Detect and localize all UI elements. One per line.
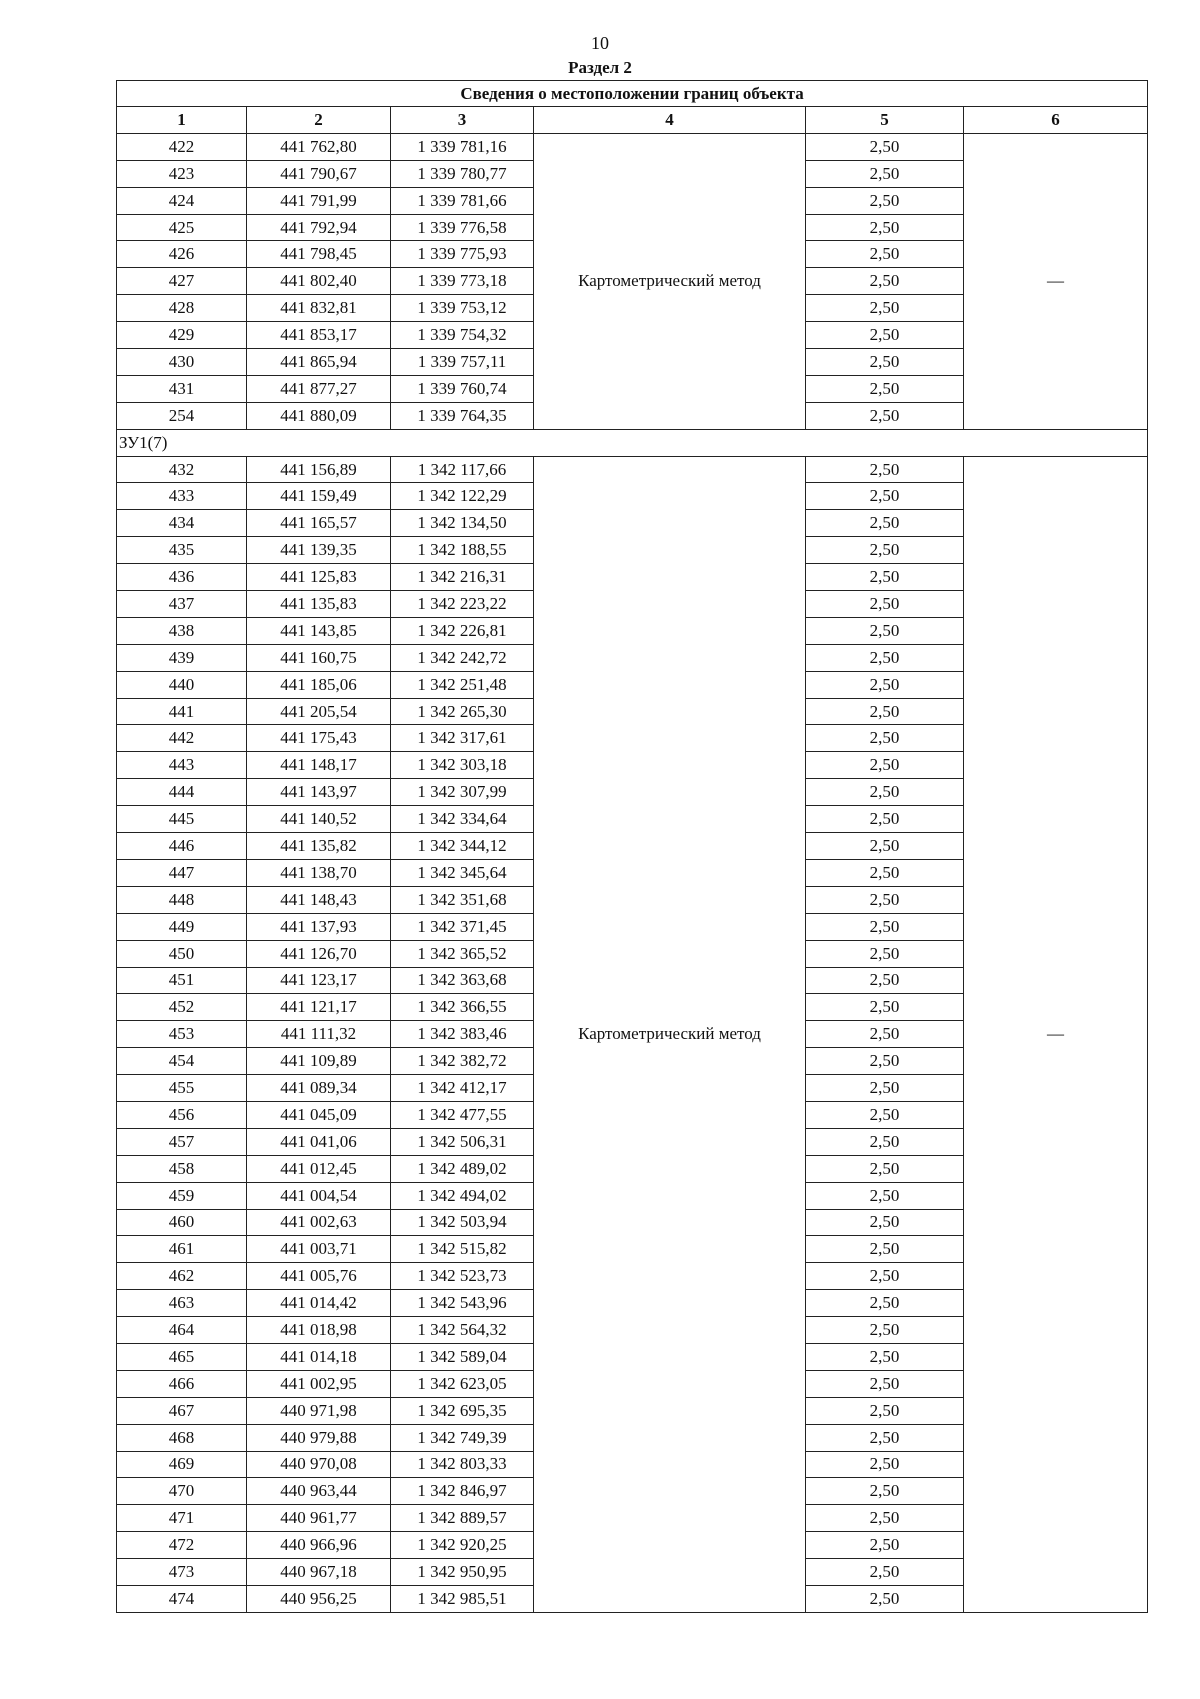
accuracy-cell: 2,50: [806, 1370, 964, 1397]
x-coordinate-cell: 440 971,98: [247, 1397, 391, 1424]
table-caption: Сведения о местоположении границ объекта: [117, 81, 1148, 107]
accuracy-cell: 2,50: [806, 1451, 964, 1478]
accuracy-cell: 2,50: [806, 994, 964, 1021]
x-coordinate-cell: 441 798,45: [247, 241, 391, 268]
point-number-cell: 425: [117, 214, 247, 241]
accuracy-cell: 2,50: [806, 859, 964, 886]
point-number-cell: 462: [117, 1263, 247, 1290]
x-coordinate-cell: 441 140,52: [247, 806, 391, 833]
column-header-2: 2: [247, 107, 391, 134]
column-6-cell: —: [964, 456, 1148, 1612]
accuracy-cell: 2,50: [806, 1478, 964, 1505]
y-coordinate-cell: 1 342 503,94: [391, 1209, 534, 1236]
accuracy-cell: 2,50: [806, 402, 964, 429]
y-coordinate-cell: 1 342 564,32: [391, 1317, 534, 1344]
point-number-cell: 440: [117, 671, 247, 698]
point-number-cell: 471: [117, 1505, 247, 1532]
x-coordinate-cell: 441 832,81: [247, 295, 391, 322]
x-coordinate-cell: 441 089,34: [247, 1075, 391, 1102]
x-coordinate-cell: 441 111,32: [247, 1021, 391, 1048]
point-number-cell: 465: [117, 1343, 247, 1370]
x-coordinate-cell: 441 018,98: [247, 1317, 391, 1344]
column-header-5: 5: [806, 107, 964, 134]
x-coordinate-cell: 441 045,09: [247, 1101, 391, 1128]
x-coordinate-cell: 441 135,82: [247, 833, 391, 860]
accuracy-cell: 2,50: [806, 1101, 964, 1128]
y-coordinate-cell: 1 339 780,77: [391, 160, 534, 187]
y-coordinate-cell: 1 342 371,45: [391, 913, 534, 940]
point-number-cell: 423: [117, 160, 247, 187]
point-number-cell: 455: [117, 1075, 247, 1102]
x-coordinate-cell: 441 012,45: [247, 1155, 391, 1182]
point-number-cell: 438: [117, 617, 247, 644]
point-number-cell: 457: [117, 1128, 247, 1155]
x-coordinate-cell: 441 791,99: [247, 187, 391, 214]
accuracy-cell: 2,50: [806, 564, 964, 591]
point-number-cell: 467: [117, 1397, 247, 1424]
accuracy-cell: 2,50: [806, 1048, 964, 1075]
accuracy-cell: 2,50: [806, 1182, 964, 1209]
accuracy-cell: 2,50: [806, 214, 964, 241]
y-coordinate-cell: 1 342 494,02: [391, 1182, 534, 1209]
column-header-1: 1: [117, 107, 247, 134]
point-number-cell: 449: [117, 913, 247, 940]
point-number-cell: 447: [117, 859, 247, 886]
point-number-cell: 424: [117, 187, 247, 214]
y-coordinate-cell: 1 342 345,64: [391, 859, 534, 886]
accuracy-cell: 2,50: [806, 1290, 964, 1317]
point-number-cell: 430: [117, 349, 247, 376]
y-coordinate-cell: 1 342 188,55: [391, 537, 534, 564]
accuracy-cell: 2,50: [806, 456, 964, 483]
accuracy-cell: 2,50: [806, 1397, 964, 1424]
accuracy-cell: 2,50: [806, 1236, 964, 1263]
point-number-cell: 458: [117, 1155, 247, 1182]
point-number-cell: 448: [117, 886, 247, 913]
accuracy-cell: 2,50: [806, 133, 964, 160]
point-number-cell: 474: [117, 1585, 247, 1612]
y-coordinate-cell: 1 342 344,12: [391, 833, 534, 860]
accuracy-cell: 2,50: [806, 698, 964, 725]
accuracy-cell: 2,50: [806, 913, 964, 940]
point-number-cell: 452: [117, 994, 247, 1021]
accuracy-cell: 2,50: [806, 1317, 964, 1344]
x-coordinate-cell: 441 865,94: [247, 349, 391, 376]
point-number-cell: 429: [117, 322, 247, 349]
accuracy-cell: 2,50: [806, 1128, 964, 1155]
x-coordinate-cell: 441 802,40: [247, 268, 391, 295]
y-coordinate-cell: 1 342 589,04: [391, 1343, 534, 1370]
y-coordinate-cell: 1 342 846,97: [391, 1478, 534, 1505]
y-coordinate-cell: 1 339 757,11: [391, 349, 534, 376]
method-cell: Картометрический метод: [534, 133, 806, 429]
x-coordinate-cell: 441 205,54: [247, 698, 391, 725]
section-title: Раздел 2: [568, 58, 632, 77]
x-coordinate-cell: 441 109,89: [247, 1048, 391, 1075]
x-coordinate-cell: 440 961,77: [247, 1505, 391, 1532]
point-number-cell: 464: [117, 1317, 247, 1344]
accuracy-cell: 2,50: [806, 1424, 964, 1451]
x-coordinate-cell: 441 148,17: [247, 752, 391, 779]
point-number-cell: 461: [117, 1236, 247, 1263]
y-coordinate-cell: 1 342 366,55: [391, 994, 534, 1021]
column-header-6: 6: [964, 107, 1148, 134]
accuracy-cell: 2,50: [806, 537, 964, 564]
point-number-cell: 472: [117, 1532, 247, 1559]
y-coordinate-cell: 1 342 412,17: [391, 1075, 534, 1102]
point-number-cell: 439: [117, 644, 247, 671]
accuracy-cell: 2,50: [806, 160, 964, 187]
point-number-cell: 454: [117, 1048, 247, 1075]
accuracy-cell: 2,50: [806, 644, 964, 671]
y-coordinate-cell: 1 342 122,29: [391, 483, 534, 510]
point-number-cell: 453: [117, 1021, 247, 1048]
point-number-cell: 437: [117, 591, 247, 618]
point-number-cell: 460: [117, 1209, 247, 1236]
x-coordinate-cell: 441 123,17: [247, 967, 391, 994]
accuracy-cell: 2,50: [806, 1559, 964, 1586]
point-number-cell: 436: [117, 564, 247, 591]
accuracy-cell: 2,50: [806, 967, 964, 994]
point-number-cell: 428: [117, 295, 247, 322]
point-number-cell: 433: [117, 483, 247, 510]
y-coordinate-cell: 1 339 773,18: [391, 268, 534, 295]
y-coordinate-cell: 1 342 382,72: [391, 1048, 534, 1075]
parcel-label-row: [117, 429, 1148, 456]
table-row: [117, 456, 1148, 483]
y-coordinate-cell: 1 342 365,52: [391, 940, 534, 967]
point-number-cell: 443: [117, 752, 247, 779]
y-coordinate-cell: 1 342 134,50: [391, 510, 534, 537]
accuracy-cell: 2,50: [806, 1263, 964, 1290]
x-coordinate-cell: 441 877,27: [247, 375, 391, 402]
y-coordinate-cell: 1 342 216,31: [391, 564, 534, 591]
accuracy-cell: 2,50: [806, 510, 964, 537]
y-coordinate-cell: 1 342 920,25: [391, 1532, 534, 1559]
x-coordinate-cell: 441 014,42: [247, 1290, 391, 1317]
x-coordinate-cell: 441 135,83: [247, 591, 391, 618]
x-coordinate-cell: 441 121,17: [247, 994, 391, 1021]
x-coordinate-cell: 441 880,09: [247, 402, 391, 429]
x-coordinate-cell: 441 790,67: [247, 160, 391, 187]
column-header-4: 4: [534, 107, 806, 134]
y-coordinate-cell: 1 342 265,30: [391, 698, 534, 725]
x-coordinate-cell: 441 185,06: [247, 671, 391, 698]
y-coordinate-cell: 1 342 985,51: [391, 1585, 534, 1612]
point-number-cell: 466: [117, 1370, 247, 1397]
y-coordinate-cell: 1 342 889,57: [391, 1505, 534, 1532]
accuracy-cell: 2,50: [806, 1155, 964, 1182]
accuracy-cell: 2,50: [806, 241, 964, 268]
accuracy-cell: 2,50: [806, 725, 964, 752]
column-header-3: 3: [391, 107, 534, 134]
x-coordinate-cell: 441 762,80: [247, 133, 391, 160]
accuracy-cell: 2,50: [806, 1532, 964, 1559]
x-coordinate-cell: 441 792,94: [247, 214, 391, 241]
x-coordinate-cell: 440 963,44: [247, 1478, 391, 1505]
accuracy-cell: 2,50: [806, 779, 964, 806]
point-number-cell: 444: [117, 779, 247, 806]
y-coordinate-cell: 1 342 543,96: [391, 1290, 534, 1317]
y-coordinate-cell: 1 342 223,22: [391, 591, 534, 618]
accuracy-cell: 2,50: [806, 1505, 964, 1532]
y-coordinate-cell: 1 339 764,35: [391, 402, 534, 429]
accuracy-cell: 2,50: [806, 1343, 964, 1370]
x-coordinate-cell: 440 979,88: [247, 1424, 391, 1451]
point-number-cell: 441: [117, 698, 247, 725]
y-coordinate-cell: 1 342 950,95: [391, 1559, 534, 1586]
point-number-cell: 469: [117, 1451, 247, 1478]
point-number-cell: 431: [117, 375, 247, 402]
accuracy-cell: 2,50: [806, 886, 964, 913]
y-coordinate-cell: 1 339 760,74: [391, 375, 534, 402]
accuracy-cell: 2,50: [806, 295, 964, 322]
x-coordinate-cell: 441 005,76: [247, 1263, 391, 1290]
y-coordinate-cell: 1 342 489,02: [391, 1155, 534, 1182]
point-number-cell: 435: [117, 537, 247, 564]
point-number-cell: 432: [117, 456, 247, 483]
x-coordinate-cell: 441 002,95: [247, 1370, 391, 1397]
point-number-cell: 468: [117, 1424, 247, 1451]
y-coordinate-cell: 1 342 506,31: [391, 1128, 534, 1155]
accuracy-cell: 2,50: [806, 322, 964, 349]
point-number-cell: 442: [117, 725, 247, 752]
method-cell: Картометрический метод: [534, 456, 806, 1612]
table-body: [117, 133, 1148, 1612]
x-coordinate-cell: 441 853,17: [247, 322, 391, 349]
parcel-label: ЗУ1(7): [117, 429, 1148, 456]
point-number-cell: 450: [117, 940, 247, 967]
accuracy-cell: 2,50: [806, 617, 964, 644]
y-coordinate-cell: 1 342 515,82: [391, 1236, 534, 1263]
accuracy-cell: 2,50: [806, 375, 964, 402]
y-coordinate-cell: 1 342 226,81: [391, 617, 534, 644]
y-coordinate-cell: 1 342 117,66: [391, 456, 534, 483]
boundary-coordinates-table: [116, 80, 1148, 1613]
y-coordinate-cell: 1 342 317,61: [391, 725, 534, 752]
x-coordinate-cell: 441 002,63: [247, 1209, 391, 1236]
accuracy-cell: 2,50: [806, 1585, 964, 1612]
x-coordinate-cell: 441 126,70: [247, 940, 391, 967]
x-coordinate-cell: 441 143,97: [247, 779, 391, 806]
accuracy-cell: 2,50: [806, 1209, 964, 1236]
x-coordinate-cell: 441 041,06: [247, 1128, 391, 1155]
point-number-cell: 427: [117, 268, 247, 295]
accuracy-cell: 2,50: [806, 591, 964, 618]
x-coordinate-cell: 440 970,08: [247, 1451, 391, 1478]
y-coordinate-cell: 1 339 776,58: [391, 214, 534, 241]
accuracy-cell: 2,50: [806, 268, 964, 295]
point-number-cell: 459: [117, 1182, 247, 1209]
accuracy-cell: 2,50: [806, 1021, 964, 1048]
y-coordinate-cell: 1 339 754,32: [391, 322, 534, 349]
point-number-cell: 434: [117, 510, 247, 537]
accuracy-cell: 2,50: [806, 752, 964, 779]
x-coordinate-cell: 441 138,70: [247, 859, 391, 886]
y-coordinate-cell: 1 339 781,16: [391, 133, 534, 160]
point-number-cell: 254: [117, 402, 247, 429]
page-number: 10: [591, 33, 609, 53]
table-row: [117, 133, 1148, 160]
column-6-cell: —: [964, 133, 1148, 429]
point-number-cell: 422: [117, 133, 247, 160]
accuracy-cell: 2,50: [806, 349, 964, 376]
table-caption-row: [117, 81, 1148, 107]
x-coordinate-cell: 440 956,25: [247, 1585, 391, 1612]
accuracy-cell: 2,50: [806, 940, 964, 967]
point-number-cell: 446: [117, 833, 247, 860]
x-coordinate-cell: 441 159,49: [247, 483, 391, 510]
x-coordinate-cell: 441 148,43: [247, 886, 391, 913]
x-coordinate-cell: 440 966,96: [247, 1532, 391, 1559]
y-coordinate-cell: 1 342 477,55: [391, 1101, 534, 1128]
y-coordinate-cell: 1 342 303,18: [391, 752, 534, 779]
accuracy-cell: 2,50: [806, 806, 964, 833]
x-coordinate-cell: 441 160,75: [247, 644, 391, 671]
x-coordinate-cell: 441 175,43: [247, 725, 391, 752]
point-number-cell: 473: [117, 1559, 247, 1586]
y-coordinate-cell: 1 339 781,66: [391, 187, 534, 214]
y-coordinate-cell: 1 342 623,05: [391, 1370, 534, 1397]
point-number-cell: 470: [117, 1478, 247, 1505]
accuracy-cell: 2,50: [806, 833, 964, 860]
y-coordinate-cell: 1 339 753,12: [391, 295, 534, 322]
y-coordinate-cell: 1 342 803,33: [391, 1451, 534, 1478]
y-coordinate-cell: 1 342 251,48: [391, 671, 534, 698]
x-coordinate-cell: 441 156,89: [247, 456, 391, 483]
point-number-cell: 426: [117, 241, 247, 268]
y-coordinate-cell: 1 342 695,35: [391, 1397, 534, 1424]
y-coordinate-cell: 1 342 351,68: [391, 886, 534, 913]
x-coordinate-cell: 440 967,18: [247, 1559, 391, 1586]
column-number-row: [117, 107, 1148, 134]
x-coordinate-cell: 441 143,85: [247, 617, 391, 644]
y-coordinate-cell: 1 339 775,93: [391, 241, 534, 268]
x-coordinate-cell: 441 165,57: [247, 510, 391, 537]
y-coordinate-cell: 1 342 523,73: [391, 1263, 534, 1290]
point-number-cell: 456: [117, 1101, 247, 1128]
x-coordinate-cell: 441 014,18: [247, 1343, 391, 1370]
point-number-cell: 451: [117, 967, 247, 994]
x-coordinate-cell: 441 137,93: [247, 913, 391, 940]
accuracy-cell: 2,50: [806, 187, 964, 214]
y-coordinate-cell: 1 342 334,64: [391, 806, 534, 833]
y-coordinate-cell: 1 342 363,68: [391, 967, 534, 994]
accuracy-cell: 2,50: [806, 1075, 964, 1102]
y-coordinate-cell: 1 342 307,99: [391, 779, 534, 806]
point-number-cell: 463: [117, 1290, 247, 1317]
x-coordinate-cell: 441 125,83: [247, 564, 391, 591]
point-number-cell: 445: [117, 806, 247, 833]
x-coordinate-cell: 441 003,71: [247, 1236, 391, 1263]
x-coordinate-cell: 441 004,54: [247, 1182, 391, 1209]
x-coordinate-cell: 441 139,35: [247, 537, 391, 564]
y-coordinate-cell: 1 342 383,46: [391, 1021, 534, 1048]
y-coordinate-cell: 1 342 749,39: [391, 1424, 534, 1451]
accuracy-cell: 2,50: [806, 671, 964, 698]
y-coordinate-cell: 1 342 242,72: [391, 644, 534, 671]
accuracy-cell: 2,50: [806, 483, 964, 510]
